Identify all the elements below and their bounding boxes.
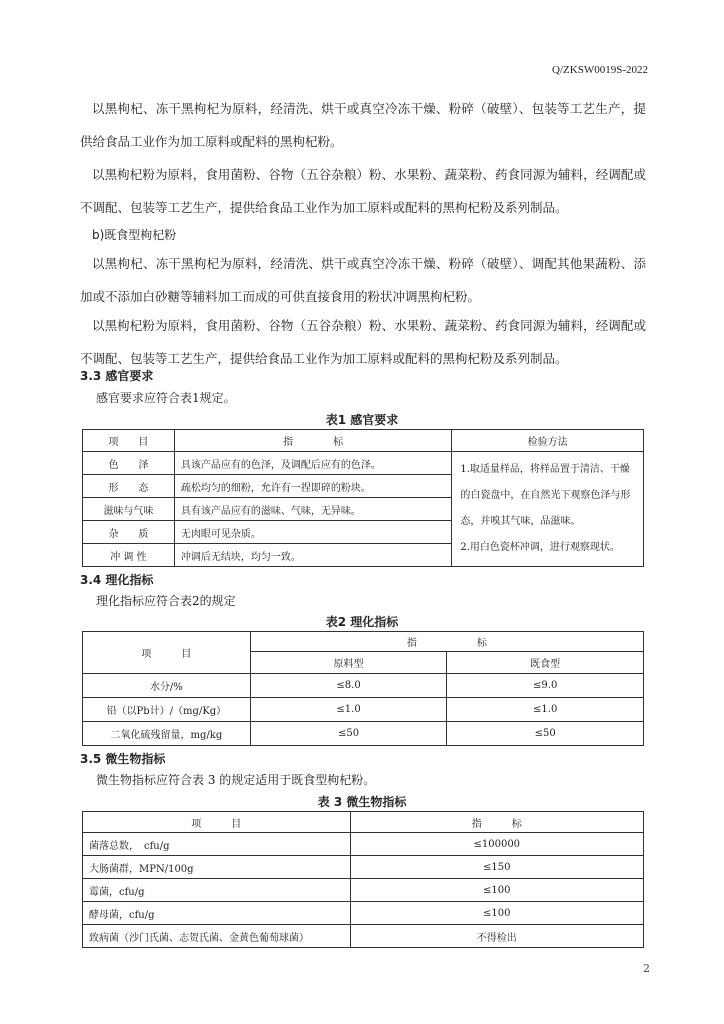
row-item: 色 泽 [83, 452, 175, 475]
row-index: ≤100 [350, 902, 643, 925]
row-raw: ≤8.0 [250, 674, 447, 698]
table-header-row [83, 632, 644, 652]
row-index: ≤100000 [350, 833, 643, 856]
row-raw: ≤1.0 [250, 698, 447, 722]
row-raw: ≤50 [250, 722, 447, 746]
method-step-1: 1.取适量样品，将样品置于清洁、干燥的白瓷盘中，在自然光下观察色泽与形态，并嗅其气味，品滋味。 [460, 464, 631, 527]
method-step-2: 2.用白色瓷杯冲调，进行观察现状。 [460, 542, 620, 553]
col-method: 检验方法 [452, 430, 644, 452]
row-index: ≤150 [350, 856, 643, 879]
table-row [83, 452, 644, 475]
subsection-b-title: b)既食型枸杞粉 [92, 228, 177, 242]
table-row [83, 925, 644, 948]
col-index: 指 标 [174, 430, 451, 452]
paragraph-4: 以黑枸杞粉为原料，食用菌粉、谷物（五谷杂粮）粉、水果粉、蔬菜粉、药食同源为辅料，经调配或不调配、包装等工艺生产，提供给食品工业作为加工原料或配料的黑枸杞粉及系列制品。 [80, 318, 646, 366]
row-item: 滋味与气味 [83, 498, 175, 521]
row-item: 铅（以Pb计）/（mg/Kg） [83, 698, 251, 722]
sensory-table [82, 429, 644, 567]
table-row [83, 902, 644, 925]
section-3-3-heading: 3.3 感官要求 [80, 369, 154, 383]
table-row [83, 833, 644, 856]
row-index: 不得检出 [350, 925, 643, 948]
row-ready: ≤9.0 [447, 674, 644, 698]
section-3-5-heading: 3.5 微生物指标 [80, 752, 166, 766]
row-index: 疏松均匀的细粉，允许有一捏即碎的粉块。 [174, 475, 451, 498]
col-ready-type: 既食型 [447, 652, 644, 674]
method-cell [452, 452, 644, 567]
row-item: 大肠菌群，MPN/100g [83, 856, 351, 879]
page-number: 2 [643, 962, 650, 975]
col-index: 指 标 [250, 632, 643, 652]
section-3-5-intro: 微生物指标应符合表 3 的规定适用于既食型枸杞粉。 [96, 773, 376, 787]
table-row [83, 698, 644, 722]
table-row [83, 856, 644, 879]
row-item: 致病菌（沙门氏菌、志贺氏菌、金黄色葡萄球菌） [83, 925, 351, 948]
table-header-row [83, 812, 644, 833]
table-header-row [83, 430, 644, 452]
row-item: 杂 质 [83, 521, 175, 544]
col-item: 项 目 [83, 812, 351, 833]
table-1-caption: 表1 感官要求 [325, 413, 399, 427]
table-2-caption: 表2 理化指标 [325, 615, 399, 629]
col-raw-type: 原料型 [250, 652, 447, 674]
document-code: Q/ZKSW0019S-2022 [552, 64, 648, 76]
paragraph-2: 以黑枸杞粉为原料，食用菌粉、谷物（五谷杂粮）粉、水果粉、蔬菜粉、药食同源为辅料，经调配或不调配、包装等工艺生产，提供给食品工业作为加工原料或配料的黑枸杞粉及系列制品。 [80, 167, 646, 215]
paragraph-3: 以黑枸杞、冻干黑枸杞为原料，经清洗、烘干或真空冷冻干燥、粉碎（破壁）、调配其他果蔬粉、添加或不添加白砂糖等辅料加工而成的可供直接食用的粉状冲调黑枸杞粉。 [80, 256, 646, 304]
row-index: ≤100 [350, 879, 643, 902]
row-item: 霉菌，cfu/g [83, 879, 351, 902]
row-ready: ≤1.0 [447, 698, 644, 722]
table-row [83, 674, 644, 698]
table-3-caption: 表 3 微生物指标 [317, 795, 407, 809]
row-item: 二氧化硫残留量，mg/kg [83, 722, 251, 746]
row-index: 具该产品应有的色泽，及调配后应有的色泽。 [174, 452, 451, 475]
section-3-4-heading: 3.4 理化指标 [80, 573, 154, 587]
row-item: 水分/% [83, 674, 251, 698]
col-item: 项 目 [83, 632, 251, 674]
row-index: 具有该产品应有的滋味、气味，无异味。 [174, 498, 451, 521]
row-item: 冲 调 性 [83, 544, 175, 567]
row-index: 无肉眼可见杂质。 [174, 521, 451, 544]
microbial-table [82, 811, 644, 948]
table-row [83, 722, 644, 746]
col-index: 指 标 [350, 812, 643, 833]
row-item: 酵母菌，cfu/g [83, 902, 351, 925]
row-item: 菌落总数， cfu/g [83, 833, 351, 856]
section-3-4-intro: 理化指标应符合表2的规定 [96, 594, 236, 608]
row-item: 形 态 [83, 475, 175, 498]
row-index: 冲调后无结块，均匀一致。 [174, 544, 451, 567]
table-row [83, 879, 644, 902]
paragraph-1: 以黑枸杞、冻干黑枸杞为原料，经清洗、烘干或真空冷冻干燥、粉碎（破壁）、包装等工艺生产，提供给食品工业作为加工原料或配料的黑枸杞粉。 [80, 101, 646, 149]
section-3-3-intro: 感官要求应符合表1规定。 [96, 391, 236, 405]
physicochemical-table [82, 631, 644, 746]
row-ready: ≤50 [447, 722, 644, 746]
col-item: 项 目 [83, 430, 175, 452]
